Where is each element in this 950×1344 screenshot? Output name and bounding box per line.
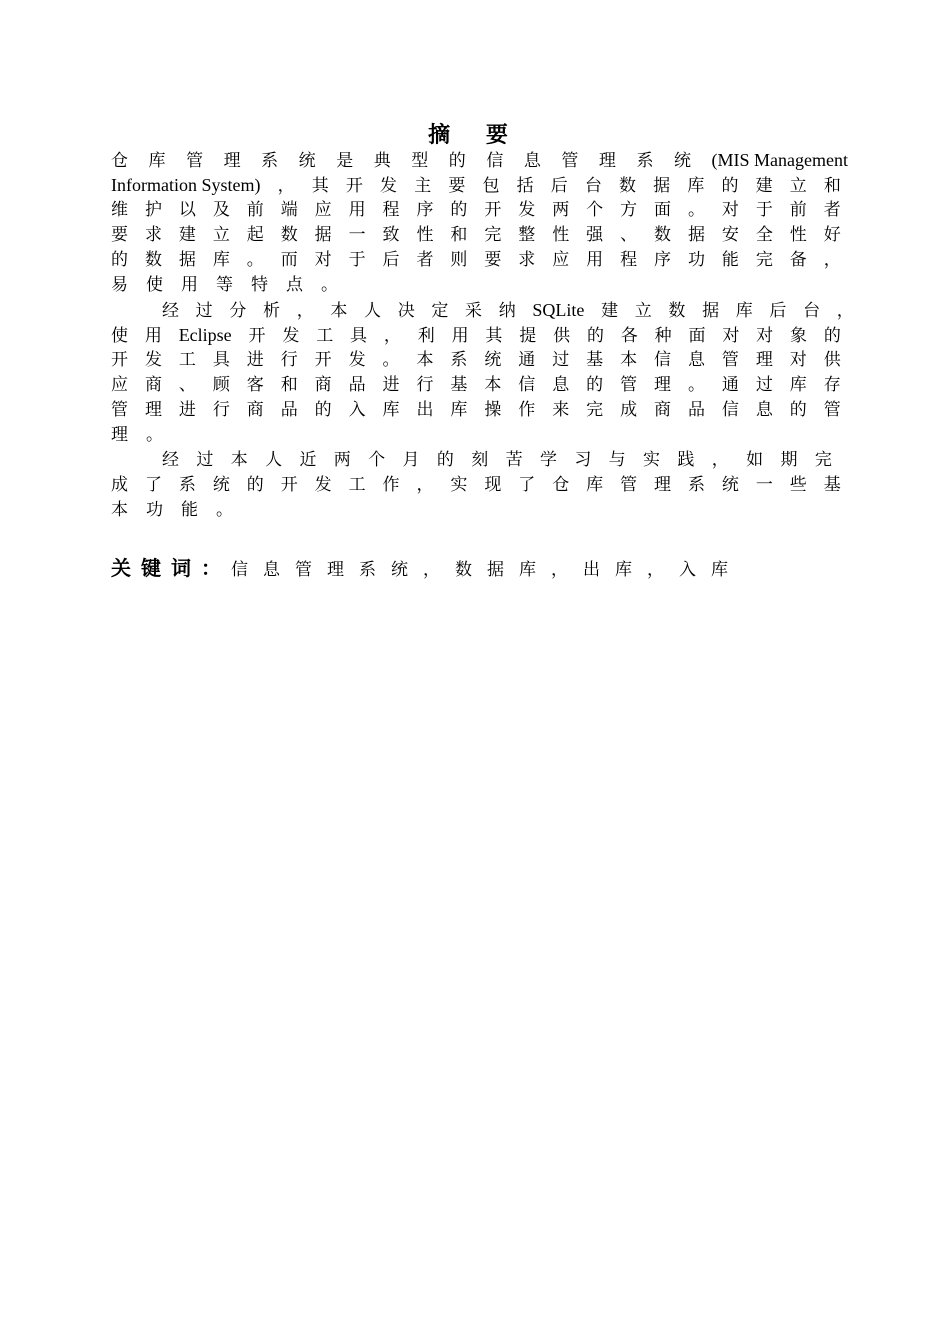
- character: 于: [755, 200, 773, 220]
- character: 致: [382, 225, 400, 245]
- character: 具: [212, 350, 230, 370]
- character: 发: [282, 326, 300, 346]
- abstract-line: [111, 498, 841, 523]
- character: 苦: [505, 450, 523, 470]
- character: 客: [246, 375, 264, 395]
- character: 息: [523, 151, 541, 171]
- character: 一: [348, 225, 366, 245]
- character: 开: [280, 475, 298, 495]
- character: 强: [586, 225, 604, 245]
- character: 习: [574, 450, 592, 470]
- character: 易: [111, 275, 128, 295]
- character: 供: [553, 326, 571, 346]
- character: 商: [246, 400, 264, 420]
- character: 过: [196, 450, 214, 470]
- character: 实: [643, 450, 661, 470]
- character: 数: [668, 301, 686, 321]
- character: 的: [586, 375, 604, 395]
- character: 要: [111, 225, 128, 245]
- character: 程: [620, 250, 638, 270]
- character: 程: [382, 200, 400, 220]
- character: 基: [450, 375, 468, 395]
- character: 据: [314, 225, 332, 245]
- character: 据: [178, 250, 196, 270]
- character: 发: [348, 350, 366, 370]
- character: 则: [450, 250, 468, 270]
- character: 性: [552, 225, 570, 245]
- latin-word: (MIS Management: [711, 150, 848, 170]
- character: 开: [345, 176, 363, 196]
- character: 、: [178, 375, 196, 395]
- character: 管: [561, 151, 579, 171]
- character: 者: [416, 250, 434, 270]
- abstract-line: [111, 223, 841, 248]
- character: 型: [411, 151, 429, 171]
- character: 行: [280, 350, 298, 370]
- character: 系: [636, 151, 654, 171]
- character: 个: [368, 450, 386, 470]
- character: 了: [144, 475, 162, 495]
- character: 仓: [552, 475, 570, 495]
- character: 开: [484, 200, 502, 220]
- character: 理: [598, 151, 616, 171]
- character: 操: [484, 400, 502, 420]
- character: ，: [416, 475, 434, 495]
- abstract-line: [111, 373, 841, 398]
- character: 的: [450, 200, 468, 220]
- character: 立: [212, 225, 230, 245]
- character: 理: [755, 350, 773, 370]
- character: 。: [321, 275, 338, 295]
- character: 点: [286, 275, 303, 295]
- character: 信: [721, 400, 739, 420]
- character: 库: [789, 375, 807, 395]
- character: 是: [336, 151, 354, 171]
- character: 过: [755, 375, 773, 395]
- character: 全: [755, 225, 773, 245]
- character: 个: [586, 200, 604, 220]
- character: 前: [246, 200, 264, 220]
- abstract-line: [111, 248, 841, 273]
- character: 供: [823, 350, 841, 370]
- character: 。: [687, 200, 705, 220]
- character: 商: [314, 375, 332, 395]
- character: 对: [722, 326, 740, 346]
- character: 工: [348, 475, 366, 495]
- character: 统: [298, 151, 316, 171]
- character: 面: [688, 326, 706, 346]
- character: 信: [518, 375, 536, 395]
- character: ，: [711, 450, 729, 470]
- character: 数: [280, 225, 298, 245]
- character: 开: [248, 326, 266, 346]
- character: 后: [769, 301, 787, 321]
- character: 序: [416, 200, 434, 220]
- character: 的: [111, 250, 128, 270]
- character: 商: [144, 375, 162, 395]
- character: 起: [246, 225, 264, 245]
- character: 息: [755, 400, 773, 420]
- character: 等: [216, 275, 233, 295]
- character: 对: [756, 326, 774, 346]
- character: 析: [263, 301, 281, 321]
- character: 仓: [111, 151, 128, 171]
- character: 息: [552, 375, 570, 395]
- character: 统: [673, 151, 691, 171]
- character: 括: [516, 176, 534, 196]
- abstract-line: [111, 148, 848, 173]
- character: 和: [280, 375, 298, 395]
- character: 能: [721, 250, 739, 270]
- character: 品: [348, 375, 366, 395]
- character: 对: [314, 250, 332, 270]
- character: 纳: [498, 301, 516, 321]
- character: 开: [314, 350, 332, 370]
- character: 理: [144, 400, 162, 420]
- character: 具: [350, 326, 368, 346]
- character: 人: [364, 301, 382, 321]
- latin-word: SQLite: [532, 300, 585, 320]
- character: 库: [450, 400, 468, 420]
- character: 通: [721, 375, 739, 395]
- character: 使: [111, 326, 128, 346]
- character: 信: [486, 151, 504, 171]
- character: 和: [450, 225, 468, 245]
- character: 用: [144, 326, 162, 346]
- character: 典: [373, 151, 391, 171]
- character: 的: [586, 326, 604, 346]
- character: 入: [348, 400, 366, 420]
- character: 本: [484, 375, 502, 395]
- character: 出: [416, 400, 434, 420]
- character: 对: [721, 200, 739, 220]
- character: 本: [230, 450, 248, 470]
- character: 性: [416, 225, 434, 245]
- character: 用: [181, 275, 198, 295]
- character: 的: [789, 400, 807, 420]
- abstract-line: [111, 273, 841, 298]
- character: 能: [181, 500, 198, 520]
- character: 商: [654, 400, 671, 420]
- character: 管: [186, 151, 204, 171]
- character: 分: [229, 301, 247, 321]
- character: 数: [654, 225, 671, 245]
- character: 工: [316, 326, 334, 346]
- character: 立: [634, 301, 652, 321]
- character: 和: [823, 176, 841, 196]
- character: 者: [823, 200, 841, 220]
- character: 基: [823, 475, 841, 495]
- character: 提: [519, 326, 537, 346]
- abstract-line: [162, 298, 854, 323]
- character: 利: [417, 326, 435, 346]
- character: 种: [654, 326, 672, 346]
- character: 本: [111, 500, 128, 520]
- character: 。: [146, 425, 163, 445]
- character: 维: [111, 200, 128, 220]
- character: 台: [584, 176, 602, 196]
- character: 对: [789, 350, 807, 370]
- character: 品: [280, 400, 298, 420]
- character: 作: [382, 475, 400, 495]
- keywords-label: 关键词：: [111, 556, 231, 580]
- character: 统: [212, 475, 230, 495]
- character: 象: [790, 326, 808, 346]
- character: 月: [402, 450, 420, 470]
- character: 后: [382, 250, 400, 270]
- character: 求: [144, 225, 162, 245]
- abstract-line: [111, 198, 841, 223]
- character: 决: [397, 301, 415, 321]
- character: 及: [212, 200, 230, 220]
- character: ，: [823, 250, 841, 270]
- character: 其: [485, 326, 503, 346]
- character: 系: [178, 475, 196, 495]
- character: 进: [246, 350, 264, 370]
- character: 现: [484, 475, 502, 495]
- character: 定: [431, 301, 449, 321]
- abstract-line: [111, 348, 841, 373]
- character: ，: [277, 176, 295, 196]
- character: 信: [654, 350, 671, 370]
- abstract-line: [162, 448, 832, 473]
- character: 建: [178, 225, 196, 245]
- character: 工: [178, 350, 196, 370]
- character: 数: [144, 250, 162, 270]
- character: 管: [721, 350, 739, 370]
- character: 用: [348, 200, 366, 220]
- character: 库: [148, 151, 166, 171]
- character: 本: [416, 350, 434, 370]
- character: 特: [251, 275, 268, 295]
- character: 基: [586, 350, 604, 370]
- character: 的: [448, 151, 466, 171]
- character: 理: [654, 475, 671, 495]
- character: 品: [687, 400, 705, 420]
- character: 数: [619, 176, 637, 196]
- character: 经: [162, 301, 179, 321]
- character: 的: [721, 176, 739, 196]
- character: 学: [539, 450, 557, 470]
- character: 整: [518, 225, 536, 245]
- character: 如: [746, 450, 764, 470]
- character: 台: [803, 301, 821, 321]
- character: 的: [823, 326, 841, 346]
- character: 立: [789, 176, 807, 196]
- character: 好: [823, 225, 841, 245]
- character: 发: [518, 200, 536, 220]
- character: 理: [111, 425, 128, 445]
- character: 据: [687, 225, 705, 245]
- character: 一: [755, 475, 773, 495]
- character: 管: [620, 475, 638, 495]
- character: 安: [721, 225, 739, 245]
- character: 要: [448, 176, 466, 196]
- character: 管: [620, 375, 638, 395]
- character: 通: [518, 350, 536, 370]
- character: 经: [162, 450, 179, 470]
- character: 于: [348, 250, 366, 270]
- character: 成: [111, 475, 128, 495]
- character: 开: [111, 350, 128, 370]
- character: 备: [789, 250, 807, 270]
- character: 完: [814, 450, 832, 470]
- keywords-text: 信息管理系统，数据库，出库，入库: [231, 560, 743, 580]
- abstract-title: 摘 要: [428, 123, 522, 148]
- latin-word: Eclipse: [178, 325, 232, 345]
- abstract-line: [111, 173, 841, 198]
- character: 来: [552, 400, 570, 420]
- character: 。: [246, 250, 264, 270]
- character: 过: [552, 350, 570, 370]
- character: 作: [518, 400, 536, 420]
- character: 库: [382, 400, 400, 420]
- character: 实: [450, 475, 468, 495]
- character: 刻: [471, 450, 489, 470]
- character: 本: [620, 350, 638, 370]
- character: 人: [265, 450, 283, 470]
- character: 库: [212, 250, 230, 270]
- character: 库: [687, 176, 705, 196]
- character: 成: [620, 400, 638, 420]
- character: ，: [836, 301, 854, 321]
- character: 而: [280, 250, 298, 270]
- character: 与: [608, 450, 626, 470]
- character: 性: [789, 225, 807, 245]
- character: 以: [178, 200, 196, 220]
- character: 存: [823, 375, 841, 395]
- character: 系: [261, 151, 279, 171]
- character: ，: [383, 326, 401, 346]
- character: 完: [755, 250, 773, 270]
- character: 使: [146, 275, 163, 295]
- character: 过: [195, 301, 213, 321]
- character: 。: [687, 375, 705, 395]
- character: 管: [111, 400, 128, 420]
- character: 库: [735, 301, 753, 321]
- character: 应: [552, 250, 570, 270]
- character: 些: [789, 475, 807, 495]
- character: 统: [484, 350, 502, 370]
- character: 端: [280, 200, 298, 220]
- character: 理: [223, 151, 241, 171]
- character: 功: [687, 250, 705, 270]
- character: 功: [146, 500, 163, 520]
- character: 顾: [212, 375, 230, 395]
- keywords-line: [111, 554, 743, 582]
- character: 护: [144, 200, 162, 220]
- character: 完: [484, 225, 502, 245]
- character: 践: [677, 450, 695, 470]
- character: 要: [484, 250, 502, 270]
- character: 、: [620, 225, 638, 245]
- character: 各: [620, 326, 638, 346]
- character: 发: [144, 350, 162, 370]
- character: 面: [654, 200, 671, 220]
- abstract-line: [111, 398, 841, 423]
- abstract-line: [111, 473, 841, 498]
- character: 本: [330, 301, 348, 321]
- character: 息: [687, 350, 705, 370]
- character: 行: [416, 375, 434, 395]
- character: 求: [518, 250, 536, 270]
- character: 进: [382, 375, 400, 395]
- character: 发: [314, 475, 332, 495]
- character: 序: [654, 250, 671, 270]
- character: 进: [178, 400, 196, 420]
- character: 完: [586, 400, 604, 420]
- character: ，: [296, 301, 314, 321]
- abstract-line: [111, 423, 841, 448]
- character: 采: [465, 301, 483, 321]
- character: 应: [111, 375, 128, 395]
- character: 近: [299, 450, 317, 470]
- character: 方: [620, 200, 638, 220]
- character: 期: [780, 450, 798, 470]
- character: 主: [414, 176, 432, 196]
- character: 用: [586, 250, 604, 270]
- character: 理: [654, 375, 671, 395]
- character: 包: [482, 176, 500, 196]
- character: 两: [552, 200, 570, 220]
- character: 的: [436, 450, 454, 470]
- character: 建: [755, 176, 773, 196]
- character: 应: [314, 200, 332, 220]
- character: 系: [450, 350, 468, 370]
- character: 前: [789, 200, 807, 220]
- character: 用: [451, 326, 469, 346]
- latin-word: Information System): [111, 175, 261, 195]
- character: 。: [216, 500, 233, 520]
- character: 据: [653, 176, 671, 196]
- character: 两: [333, 450, 351, 470]
- character: 后: [550, 176, 568, 196]
- character: 的: [246, 475, 264, 495]
- character: 系: [687, 475, 705, 495]
- character: 发: [380, 176, 398, 196]
- character: 据: [702, 301, 720, 321]
- character: 建: [601, 301, 619, 321]
- abstract-line: [111, 323, 841, 348]
- character: 其: [311, 176, 329, 196]
- character: 库: [586, 475, 604, 495]
- character: 了: [518, 475, 536, 495]
- character: 统: [721, 475, 739, 495]
- character: 行: [212, 400, 230, 420]
- character: 的: [314, 400, 332, 420]
- character: 。: [382, 350, 400, 370]
- character: 管: [823, 400, 841, 420]
